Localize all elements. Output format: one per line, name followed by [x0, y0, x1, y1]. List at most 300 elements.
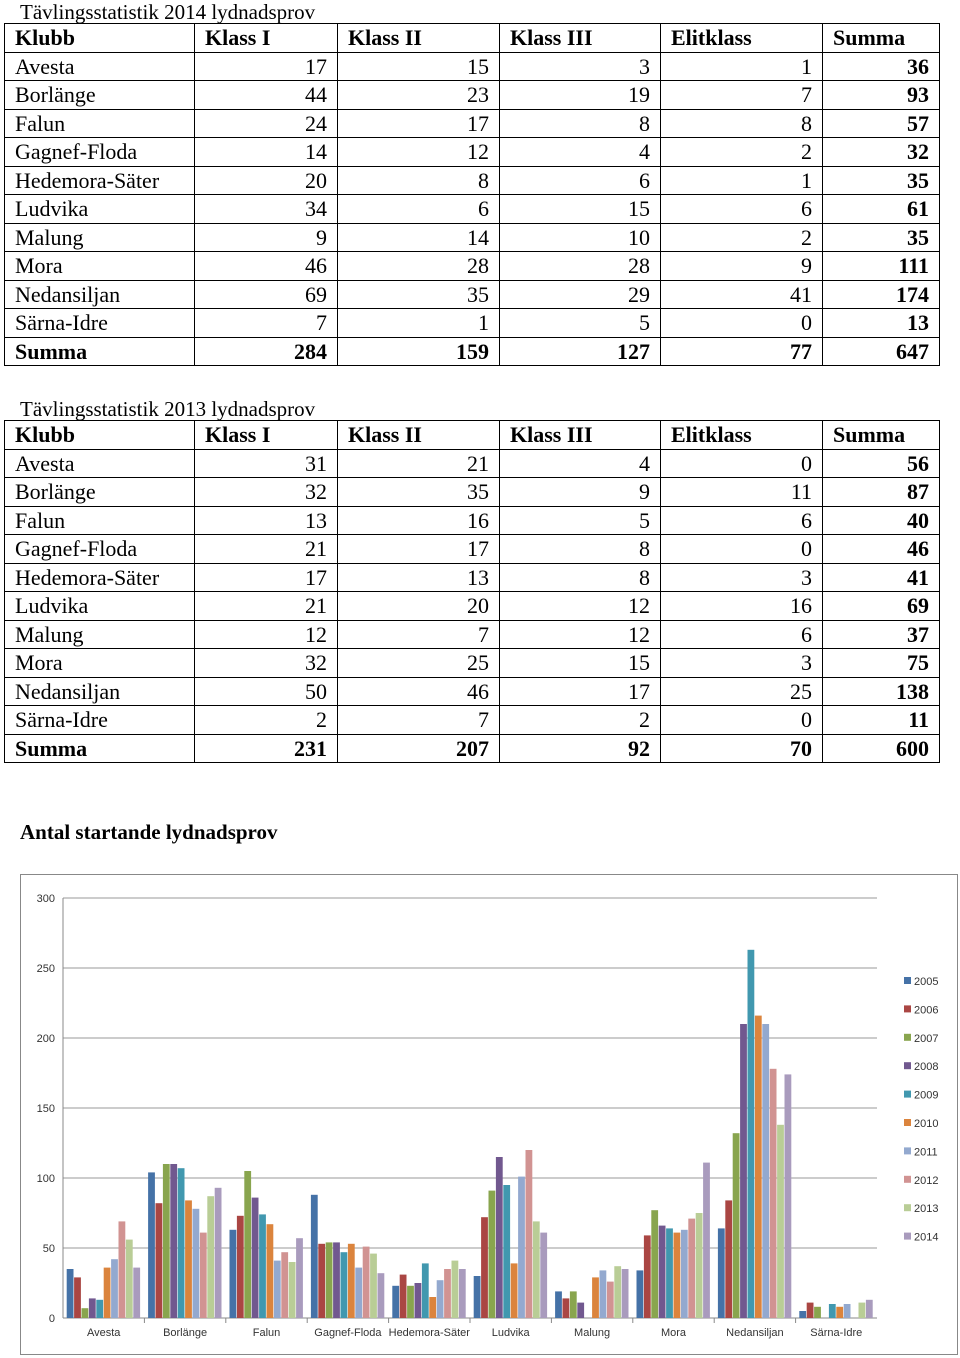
club-cell: Nedansiljan: [5, 677, 195, 706]
club-cell: Särna-Idre: [5, 706, 195, 735]
bar: [252, 1198, 259, 1318]
bar: [592, 1277, 599, 1318]
bar: [355, 1268, 362, 1318]
total-label: Summa: [5, 734, 195, 763]
y-tick-label: 300: [36, 893, 55, 905]
total-cell: 70: [661, 734, 823, 763]
x-tick-label: Mora: [660, 1327, 687, 1339]
sum-cell: 111: [823, 252, 940, 281]
value-cell: 31: [195, 449, 338, 478]
bar: [437, 1280, 444, 1318]
column-header: Elitklass: [661, 24, 823, 53]
bar: [452, 1261, 459, 1318]
value-cell: 11: [661, 478, 823, 507]
sum-cell: 75: [823, 649, 940, 678]
bar: [622, 1269, 629, 1318]
legend-swatch: [904, 1062, 911, 1069]
value-cell: 0: [661, 309, 823, 338]
value-cell: 7: [338, 706, 500, 735]
club-cell: Särna-Idre: [5, 309, 195, 338]
table-row: [5, 563, 940, 592]
y-tick-label: 250: [36, 963, 55, 975]
legend-label: 2005: [914, 976, 939, 988]
club-cell: Malung: [5, 620, 195, 649]
club-cell: Borlänge: [5, 81, 195, 110]
bar: [637, 1270, 644, 1318]
table-body: [5, 24, 940, 366]
total-cell: 284: [195, 337, 338, 366]
table-row: [5, 592, 940, 621]
bar: [193, 1209, 200, 1318]
bar: [230, 1230, 237, 1318]
sum-cell: 61: [823, 195, 940, 224]
value-cell: 44: [195, 81, 338, 110]
total-cell: 159: [338, 337, 500, 366]
bar: [807, 1303, 814, 1318]
club-cell: Falun: [5, 506, 195, 535]
bar: [866, 1300, 873, 1318]
table-row: [5, 223, 940, 252]
table-row: [5, 706, 940, 735]
bar: [363, 1247, 370, 1318]
sum-cell: 35: [823, 166, 940, 195]
value-cell: 1: [338, 309, 500, 338]
value-cell: 8: [661, 109, 823, 138]
legend-swatch: [904, 1005, 911, 1012]
bar: [607, 1282, 614, 1318]
value-cell: 4: [500, 138, 661, 167]
sum-cell: 46: [823, 535, 940, 564]
bar: [170, 1164, 177, 1318]
value-cell: 17: [195, 563, 338, 592]
legend-swatch: [904, 1204, 911, 1211]
chart-title: Antal startande lydnadsprov: [20, 820, 278, 844]
column-header: Elitklass: [661, 421, 823, 450]
x-tick-label: Gagnef-Floda: [314, 1327, 382, 1339]
column-header: Klass III: [500, 24, 661, 53]
sum-cell: 13: [823, 309, 940, 338]
bar: [74, 1277, 81, 1318]
legend-label: 2014: [914, 1231, 939, 1244]
sum-cell: 57: [823, 109, 940, 138]
club-cell: Falun: [5, 109, 195, 138]
value-cell: 41: [661, 280, 823, 309]
bar: [659, 1226, 666, 1318]
bar: [859, 1303, 866, 1318]
value-cell: 32: [195, 478, 338, 507]
bar: [200, 1233, 207, 1318]
total-cell: 647: [823, 337, 940, 366]
bar: [215, 1188, 222, 1318]
value-cell: 13: [195, 506, 338, 535]
value-cell: 12: [338, 138, 500, 167]
bar: [370, 1254, 377, 1318]
bar-chart: [21, 875, 957, 1354]
sum-cell: 40: [823, 506, 940, 535]
bar: [770, 1069, 777, 1318]
x-tick-label: Borlänge: [163, 1327, 208, 1339]
bar: [666, 1228, 673, 1318]
value-cell: 2: [661, 223, 823, 252]
table-row: [5, 195, 940, 224]
value-cell: 25: [338, 649, 500, 678]
bar: [133, 1268, 140, 1318]
value-cell: 34: [195, 195, 338, 224]
bar: [429, 1297, 436, 1318]
stats-table-2014: [4, 23, 940, 366]
total-cell: 77: [661, 337, 823, 366]
column-header: Klass II: [338, 24, 500, 53]
x-tick-label: Nedansiljan: [726, 1327, 784, 1339]
club-cell: Gagnef-Floda: [5, 535, 195, 564]
total-cell: 231: [195, 734, 338, 763]
value-cell: 21: [338, 449, 500, 478]
value-cell: 2: [195, 706, 338, 735]
bar: [762, 1024, 769, 1318]
column-header: Klass I: [195, 421, 338, 450]
x-tick-label: Särna-Idre: [810, 1327, 863, 1339]
sum-cell: 56: [823, 449, 940, 478]
value-cell: 16: [338, 506, 500, 535]
legend-swatch: [904, 1147, 911, 1154]
bar: [718, 1228, 725, 1318]
bar: [570, 1291, 577, 1318]
column-header: Klubb: [5, 421, 195, 450]
value-cell: 25: [661, 677, 823, 706]
column-header: Summa: [823, 421, 940, 450]
bar: [651, 1210, 658, 1318]
bar: [296, 1238, 303, 1318]
sum-cell: 93: [823, 81, 940, 110]
bar: [67, 1269, 74, 1318]
bar: [392, 1286, 399, 1318]
value-cell: 29: [500, 280, 661, 309]
bar: [563, 1298, 570, 1318]
value-cell: 35: [338, 478, 500, 507]
value-cell: 35: [338, 280, 500, 309]
value-cell: 8: [500, 109, 661, 138]
bar: [163, 1164, 170, 1318]
value-cell: 0: [661, 706, 823, 735]
value-cell: 9: [195, 223, 338, 252]
legend-swatch: [904, 1034, 911, 1041]
sum-cell: 87: [823, 478, 940, 507]
value-cell: 20: [195, 166, 338, 195]
club-cell: Hedemora-Säter: [5, 166, 195, 195]
value-cell: 8: [500, 563, 661, 592]
table-row: [5, 166, 940, 195]
value-cell: 6: [338, 195, 500, 224]
value-cell: 2: [661, 138, 823, 167]
bar: [703, 1163, 710, 1318]
total-row: [5, 337, 940, 366]
value-cell: 46: [338, 677, 500, 706]
value-cell: 21: [195, 535, 338, 564]
bar: [274, 1261, 281, 1318]
club-cell: Hedemora-Säter: [5, 563, 195, 592]
bar: [600, 1270, 607, 1318]
legend-label: 2008: [914, 1061, 939, 1074]
club-cell: Ludvika: [5, 592, 195, 621]
bar: [725, 1200, 732, 1318]
value-cell: 12: [500, 620, 661, 649]
bar: [378, 1273, 385, 1318]
column-header: Summa: [823, 24, 940, 53]
club-cell: Ludvika: [5, 195, 195, 224]
value-cell: 5: [500, 506, 661, 535]
value-cell: 14: [195, 138, 338, 167]
sum-cell: 11: [823, 706, 940, 735]
club-cell: Nedansiljan: [5, 280, 195, 309]
value-cell: 6: [500, 166, 661, 195]
column-header: Klass II: [338, 421, 500, 450]
value-cell: 32: [195, 649, 338, 678]
bar: [748, 950, 755, 1318]
total-cell: 92: [500, 734, 661, 763]
club-cell: Mora: [5, 252, 195, 281]
bar: [400, 1275, 407, 1318]
sum-cell: 69: [823, 592, 940, 621]
table-row: [5, 478, 940, 507]
bar: [407, 1286, 414, 1318]
bar: [674, 1233, 681, 1318]
value-cell: 0: [661, 535, 823, 564]
value-cell: 12: [195, 620, 338, 649]
legend-label: 2013: [914, 1203, 939, 1216]
value-cell: 14: [338, 223, 500, 252]
legend-label: 2007: [914, 1032, 939, 1045]
value-cell: 20: [338, 592, 500, 621]
column-header: Klass I: [195, 24, 338, 53]
value-cell: 1: [661, 166, 823, 195]
sum-cell: 35: [823, 223, 940, 252]
bar: [785, 1074, 792, 1318]
legend-swatch: [904, 1091, 911, 1098]
bar: [733, 1133, 740, 1318]
sum-cell: 36: [823, 52, 940, 81]
x-tick-label: Avesta: [86, 1327, 121, 1339]
table-row: [5, 649, 940, 678]
legend-label: 2006: [914, 1004, 939, 1017]
y-tick-label: 100: [36, 1173, 55, 1185]
value-cell: 6: [661, 506, 823, 535]
bar: [82, 1308, 89, 1318]
column-header: Klass III: [500, 421, 661, 450]
table-row: [5, 535, 940, 564]
value-cell: 9: [661, 252, 823, 281]
bar: [422, 1263, 429, 1318]
bar: [111, 1259, 118, 1318]
bar: [533, 1221, 540, 1318]
value-cell: 8: [500, 535, 661, 564]
value-cell: 21: [195, 592, 338, 621]
table-2013-title: Tävlingsstatistik 2013 lydnadsprov: [20, 397, 316, 421]
bar: [481, 1217, 488, 1318]
bar: [696, 1213, 703, 1318]
bar: [844, 1304, 851, 1318]
bar: [444, 1269, 451, 1318]
x-tick-label: Hedemora-Säter: [388, 1327, 470, 1339]
value-cell: 3: [661, 563, 823, 592]
legend-swatch: [904, 1233, 911, 1240]
club-cell: Malung: [5, 223, 195, 252]
sum-cell: 138: [823, 677, 940, 706]
value-cell: 17: [195, 52, 338, 81]
value-cell: 17: [500, 677, 661, 706]
x-tick-label: Malung: [574, 1327, 611, 1339]
y-tick-label: 50: [42, 1243, 55, 1255]
bar: [474, 1276, 481, 1318]
header-row: [5, 24, 940, 53]
bar: [503, 1185, 510, 1318]
legend-swatch: [904, 1119, 911, 1126]
value-cell: 17: [338, 535, 500, 564]
bar: [511, 1263, 518, 1318]
bar: [755, 1016, 762, 1318]
table-row: [5, 81, 940, 110]
column-header: Klubb: [5, 24, 195, 53]
bar: [489, 1191, 496, 1318]
value-cell: 9: [500, 478, 661, 507]
bar: [89, 1298, 96, 1318]
value-cell: 7: [195, 309, 338, 338]
value-cell: 15: [500, 649, 661, 678]
bar: [156, 1203, 163, 1318]
value-cell: 24: [195, 109, 338, 138]
bar: [126, 1240, 133, 1318]
bar: [148, 1172, 155, 1318]
sum-cell: 32: [823, 138, 940, 167]
bar: [644, 1235, 651, 1318]
sum-cell: 174: [823, 280, 940, 309]
bar: [829, 1304, 836, 1318]
value-cell: 69: [195, 280, 338, 309]
total-label: Summa: [5, 337, 195, 366]
bar: [614, 1266, 621, 1318]
bar: [518, 1177, 525, 1318]
bar: [104, 1268, 111, 1318]
bar: [267, 1224, 274, 1318]
table-row: [5, 677, 940, 706]
value-cell: 13: [338, 563, 500, 592]
club-cell: Gagnef-Floda: [5, 138, 195, 167]
chart-frame: [20, 874, 958, 1355]
bar: [289, 1262, 296, 1318]
bar: [341, 1252, 348, 1318]
value-cell: 15: [338, 52, 500, 81]
value-cell: 3: [661, 649, 823, 678]
bar: [526, 1150, 533, 1318]
bar: [96, 1300, 103, 1318]
bar: [777, 1125, 784, 1318]
bar: [119, 1221, 126, 1318]
value-cell: 17: [338, 109, 500, 138]
stats-table-2013: [4, 420, 940, 763]
total-cell: 600: [823, 734, 940, 763]
bar: [178, 1168, 185, 1318]
table-2014-title: Tävlingsstatistik 2014 lydnadsprov: [20, 0, 316, 24]
bar: [555, 1291, 562, 1318]
value-cell: 5: [500, 309, 661, 338]
y-tick-label: 200: [36, 1033, 55, 1045]
bar: [688, 1219, 695, 1318]
bar: [318, 1244, 325, 1318]
bar: [836, 1307, 843, 1318]
value-cell: 19: [500, 81, 661, 110]
value-cell: 23: [338, 81, 500, 110]
table-row: [5, 280, 940, 309]
club-cell: Mora: [5, 649, 195, 678]
bar: [459, 1269, 466, 1318]
bar: [326, 1242, 333, 1318]
value-cell: 7: [338, 620, 500, 649]
value-cell: 0: [661, 449, 823, 478]
value-cell: 4: [500, 449, 661, 478]
table-row: [5, 620, 940, 649]
bar: [681, 1230, 688, 1318]
value-cell: 12: [500, 592, 661, 621]
sum-cell: 41: [823, 563, 940, 592]
club-cell: Avesta: [5, 52, 195, 81]
y-tick-label: 0: [48, 1313, 55, 1325]
club-cell: Borlänge: [5, 478, 195, 507]
value-cell: 46: [195, 252, 338, 281]
bar: [740, 1024, 747, 1318]
value-cell: 6: [661, 195, 823, 224]
value-cell: 28: [338, 252, 500, 281]
table-row: [5, 449, 940, 478]
value-cell: 8: [338, 166, 500, 195]
table-row: [5, 252, 940, 281]
total-cell: 127: [500, 337, 661, 366]
value-cell: 28: [500, 252, 661, 281]
bar: [814, 1307, 821, 1318]
legend-swatch: [904, 1176, 911, 1183]
table-row: [5, 52, 940, 81]
legend-label: 2010: [914, 1118, 939, 1130]
total-row: [5, 734, 940, 763]
table-row: [5, 109, 940, 138]
value-cell: 7: [661, 81, 823, 110]
legend-label: 2011: [914, 1146, 938, 1159]
table-row: [5, 309, 940, 338]
value-cell: 10: [500, 223, 661, 252]
bar: [237, 1216, 244, 1318]
value-cell: 1: [661, 52, 823, 81]
table-body: [5, 421, 940, 763]
x-tick-label: Ludvika: [491, 1327, 530, 1339]
legend-label: 2009: [914, 1089, 939, 1102]
total-cell: 207: [338, 734, 500, 763]
y-tick-label: 150: [36, 1103, 55, 1115]
bar: [333, 1242, 340, 1318]
value-cell: 3: [500, 52, 661, 81]
bar: [259, 1214, 266, 1318]
bar: [281, 1252, 288, 1318]
bar: [207, 1196, 214, 1318]
value-cell: 16: [661, 592, 823, 621]
x-tick-label: Falun: [252, 1327, 281, 1339]
table-row: [5, 506, 940, 535]
bar: [577, 1303, 584, 1318]
value-cell: 50: [195, 677, 338, 706]
sum-cell: 37: [823, 620, 940, 649]
bar: [799, 1311, 806, 1318]
bar: [415, 1283, 422, 1318]
bar: [244, 1171, 251, 1318]
club-cell: Avesta: [5, 449, 195, 478]
header-row: [5, 421, 940, 450]
